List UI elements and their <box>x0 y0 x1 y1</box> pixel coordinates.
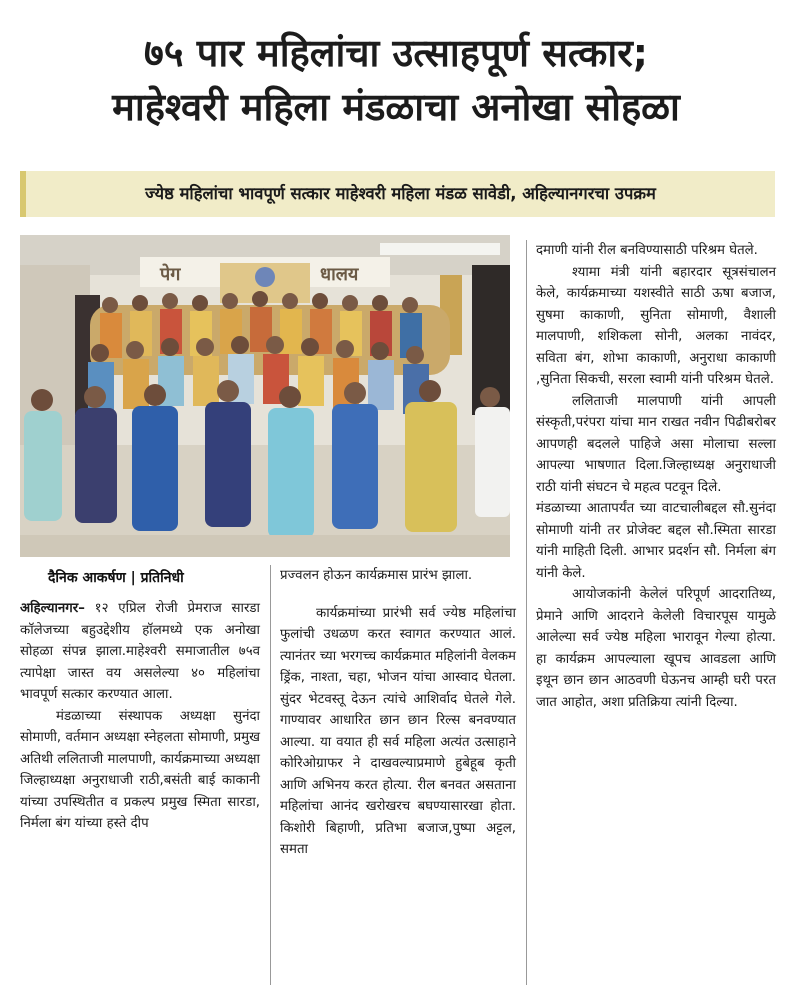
article-paragraph-2-continued: प्रज्वलन होऊन कार्यक्रमास प्रारंभ झाला. <box>280 568 473 583</box>
article-paragraph-3-continued: दमाणी यांनी रील बनविण्यासाठी परिश्रम घेतले. <box>536 243 758 258</box>
article-paragraph-1 <box>20 598 260 706</box>
article-paragraph-1-text: १२ एप्रिल रोजी प्रेमराज सारडा कॉलेजच्या बहुउद्देशीय हॉलमध्ये एक अनोखा सोहळा संपन्न झाला.माहेश्वरी समाजातील ७५व त्यापेक्षा जास्त वय असलेल्या ४० महिलांचा भावपूर्ण सत्कार करण्यात आला. <box>20 601 260 702</box>
article-paragraph-5: ललिताजी मालपाणी यांनी आपली संस्कृती,परंपरा यांचा मान राखत नवीन पिढीबरोबर आपणही बदलले पाहिजे असा मोलाचा सल्ला आपल्या भाषणात दिला.जिल्हाध्यक्ष अनुराधाजी राठी यांनी संघटन चे महत्व पटवून दिले. <box>536 393 776 495</box>
column-rule-2 <box>526 240 527 985</box>
article-column-2 <box>280 565 516 861</box>
article-paragraph-3: कार्यक्रमांच्या प्रारंभी सर्व ज्येष्ठ महिलांचा फुलांची उधळण करत स्वागत करण्यात आलं. त्यानंतर च्या भरगच्च कार्यक्रमात महिलांनी वेलकम ड्रिंक, नाश्ता, चहा, भोजन यांचा आस्वाद घेतला. सुंदर भेटवस्तू देऊन त्यांचे आशिर्वाद घेतले गेले. गाण्यावर आधारित छान छान रिल्स बनवण्यात आल्या. या वयात ही सर्व महिला अत्यंत उत्साहाने कोरिओग्राफर ने दाखवल्याप्रमाणे हुबेहूब कृती आणि अभिनय करत होत्या. रील बनवत असताना महिलांचा आनंद खरोखरच बघण्यासारखा होता. किशोरी बिहाणी, प्रतिभा बजाज,पुष्पा अट्टल, समता <box>280 605 516 857</box>
headline-line-1: ७५ पार महिलांचा उत्साहपूर्ण सत्कार; <box>144 31 648 75</box>
column-rule-1 <box>270 565 271 985</box>
group-photo-illustration <box>20 235 510 557</box>
article-paragraph-6: मंडळाच्या आतापर्यंत च्या वाटचालीबद्दल सौ.सुनंदा सोमाणी यांनी तर प्रोजेक्ट बद्दल सौ.स्मिता सारडा यांनी माहिती दिली. आभार प्रदर्शन सौ. निर्मला बंग यांनी केले. <box>536 501 776 581</box>
group-photo <box>20 235 510 557</box>
banner-text-right: धालय <box>320 264 359 285</box>
article-paragraph-2: मंडळाच्या संस्थापक अध्यक्षा सुनंदा सोमाणी, वर्तमान अध्यक्षा स्नेहलता सोमाणी, प्रमुख अतिथी ललिताजी मालपाणी, कार्यक्रमाच्या अध्यक्षा जिल्हाध्यक्षा अनुराधाजी राठी,बसंती बाई काकानी यांच्या उपस्थितीत व प्रकल्प प्रमुख स्मिता सारडा, निर्मला बंग यांच्या हस्ते दीप <box>20 708 260 831</box>
banner-text-left: पेग <box>160 264 181 285</box>
article-column-1 <box>20 598 260 835</box>
byline: दैनिक आकर्षण | प्रतिनिधी <box>48 570 184 586</box>
article-paragraph-7: आयोजकांनी केलेलं परिपूर्ण आदरातिथ्य, प्रेमाने आणि आदराने केलेली विचारपूस यामुळे आलेल्या सर्व ज्येष्ठ महिला भारावून गेल्या होत्या. हा कार्यक्रम आपल्याला खूपच आवडला आणि इथून छान छान आठवणी घेऊनच आम्ही घरी परत जात आहोत, अशा प्रतिक्रिया त्यांनी दिल्या. <box>536 587 776 710</box>
headline-line-2: माहेश्वरी महिला मंडळाचा अनोखा सोहळा <box>112 85 680 129</box>
subheadline-bar: ज्येष्ठ महिलांचा भावपूर्ण सत्कार माहेश्वरी महिला मंडळ सावेडी, अहिल्यानगरचा उपक्रम <box>20 171 775 217</box>
article-column-3 <box>536 240 776 713</box>
dateline: अहिल्यानगर– <box>20 601 85 616</box>
headline <box>0 30 792 132</box>
article-paragraph-4: श्यामा मंत्री यांनी बहारदार सूत्रसंचालन केले, कार्यक्रमाच्या यशस्वीते साठी ऊषा बजाज, सुषमा काकाणी, सुनिता सोमाणी, वैशाली मालपाणी, शशिकला सोनी, अलका नावंदर, सविता बंग, शोभा काकाणी, अनुराधा काकाणी ,सुनिता सिकची, सरला स्वामी यांनी परिश्रम घेतले. <box>536 264 776 387</box>
